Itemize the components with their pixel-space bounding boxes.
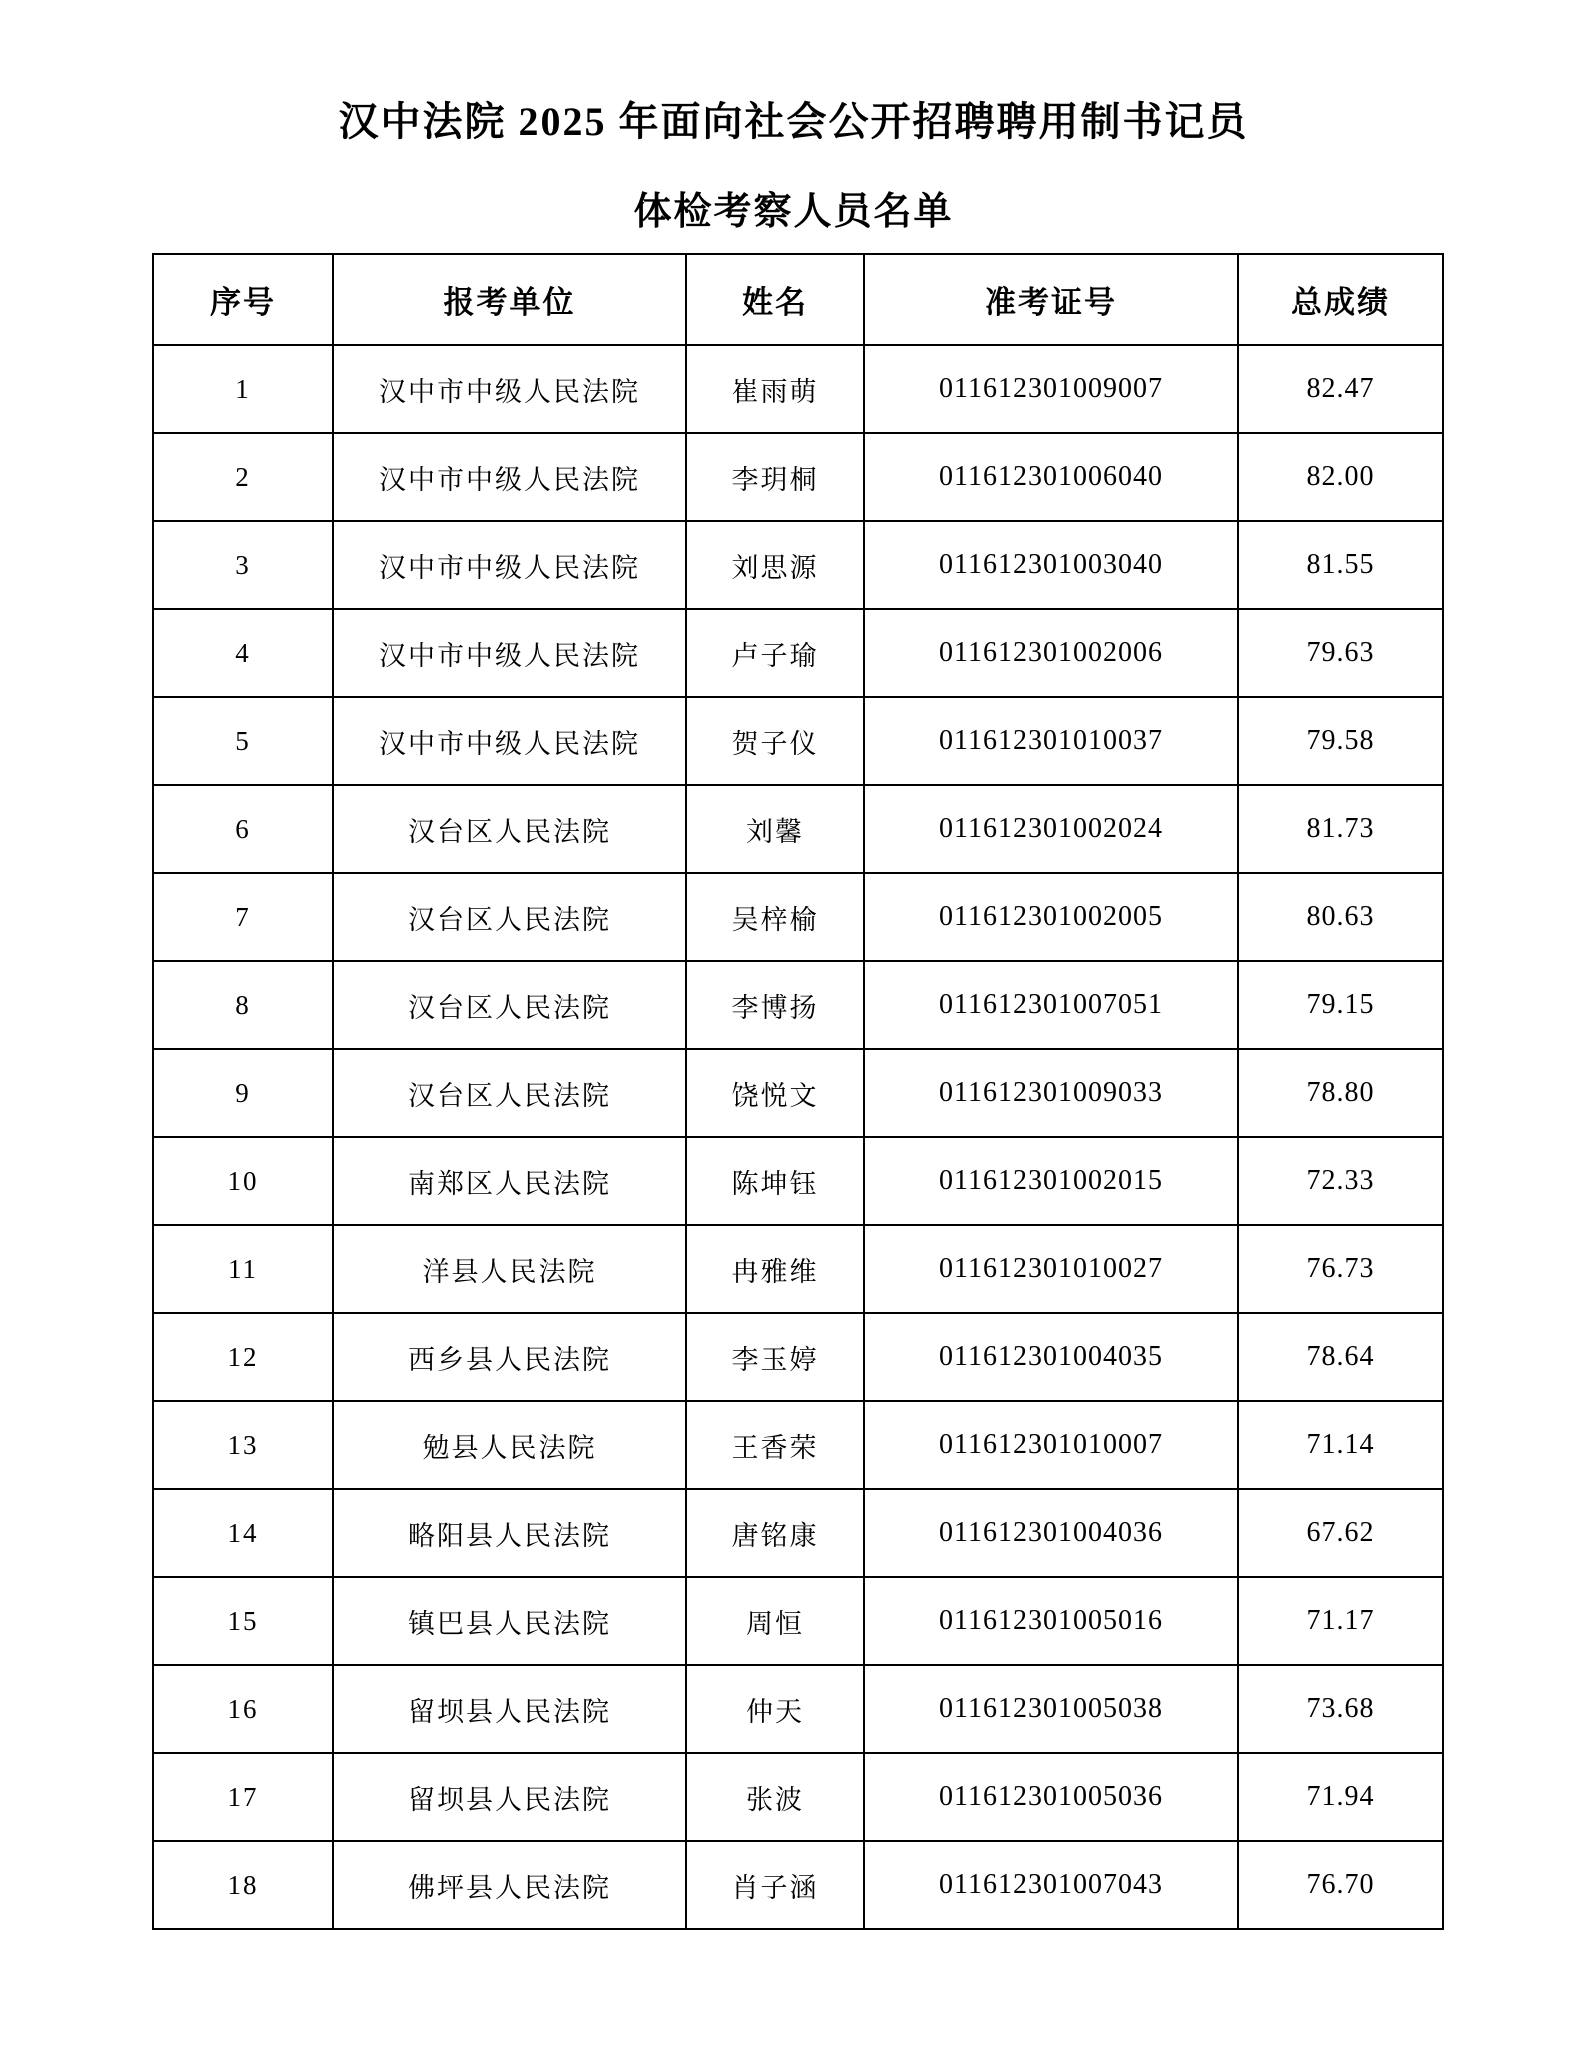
table-cell: 汉台区人民法院 [333, 785, 686, 873]
table-cell: 011612301010037 [864, 697, 1238, 785]
table-cell: 王香荣 [686, 1401, 864, 1489]
table-cell: 14 [153, 1489, 333, 1577]
table-row [153, 961, 1443, 1049]
table-cell: 17 [153, 1753, 333, 1841]
column-header: 姓名 [686, 254, 864, 345]
table-cell: 011612301007051 [864, 961, 1238, 1049]
table-cell: 冉雅维 [686, 1225, 864, 1313]
table-cell: 81.73 [1238, 785, 1443, 873]
table-cell: 76.70 [1238, 1841, 1443, 1929]
table-cell: 4 [153, 609, 333, 697]
table-cell: 71.17 [1238, 1577, 1443, 1665]
table-cell: 仲天 [686, 1665, 864, 1753]
table-cell: 011612301005036 [864, 1753, 1238, 1841]
table-cell: 78.64 [1238, 1313, 1443, 1401]
table-cell: 15 [153, 1577, 333, 1665]
table-cell: 011612301007043 [864, 1841, 1238, 1929]
table-row [153, 1489, 1443, 1577]
table-row [153, 1225, 1443, 1313]
table-cell: 8 [153, 961, 333, 1049]
table-cell: 82.47 [1238, 345, 1443, 433]
table-row [153, 345, 1443, 433]
table-cell: 肖子涵 [686, 1841, 864, 1929]
table-cell: 1 [153, 345, 333, 433]
table-cell: 12 [153, 1313, 333, 1401]
table-cell: 李玉婷 [686, 1313, 864, 1401]
table-cell: 汉中市中级人民法院 [333, 609, 686, 697]
table-cell: 011612301010027 [864, 1225, 1238, 1313]
column-header: 报考单位 [333, 254, 686, 345]
table-cell: 011612301005016 [864, 1577, 1238, 1665]
table-cell: 张波 [686, 1753, 864, 1841]
table-cell: 留坝县人民法院 [333, 1753, 686, 1841]
table-cell: 2 [153, 433, 333, 521]
table-cell: 贺子仪 [686, 697, 864, 785]
table-cell: 吴梓榆 [686, 873, 864, 961]
table-header-row [153, 254, 1443, 345]
table-row [153, 873, 1443, 961]
table-cell: 汉台区人民法院 [333, 873, 686, 961]
table-row [153, 1577, 1443, 1665]
table-cell: 011612301010007 [864, 1401, 1238, 1489]
table-cell: 汉台区人民法院 [333, 1049, 686, 1137]
table-cell: 李博扬 [686, 961, 864, 1049]
table-cell: 011612301002015 [864, 1137, 1238, 1225]
table-cell: 李玥桐 [686, 433, 864, 521]
document-title-line1: 汉中法院 2025 年面向社会公开招聘聘用制书记员 [338, 99, 1249, 144]
table-cell: 南郑区人民法院 [333, 1137, 686, 1225]
table-cell: 西乡县人民法院 [333, 1313, 686, 1401]
table-cell: 011612301009033 [864, 1049, 1238, 1137]
table-cell: 10 [153, 1137, 333, 1225]
table-row [153, 1137, 1443, 1225]
table-cell: 饶悦文 [686, 1049, 864, 1137]
table-cell: 72.33 [1238, 1137, 1443, 1225]
table-cell: 76.73 [1238, 1225, 1443, 1313]
table-cell: 勉县人民法院 [333, 1401, 686, 1489]
table-row [153, 1753, 1443, 1841]
table-cell: 崔雨萌 [686, 345, 864, 433]
table-cell: 011612301005038 [864, 1665, 1238, 1753]
table-row [153, 609, 1443, 697]
table-cell: 汉台区人民法院 [333, 961, 686, 1049]
column-header: 序号 [153, 254, 333, 345]
table-cell: 3 [153, 521, 333, 609]
table-cell: 79.15 [1238, 961, 1443, 1049]
table-cell: 011612301003040 [864, 521, 1238, 609]
table-cell: 5 [153, 697, 333, 785]
table-row [153, 433, 1443, 521]
table-cell: 佛坪县人民法院 [333, 1841, 686, 1929]
table-cell: 刘馨 [686, 785, 864, 873]
table-cell: 011612301006040 [864, 433, 1238, 521]
table-cell: 11 [153, 1225, 333, 1313]
table-cell: 79.58 [1238, 697, 1443, 785]
table-cell: 71.14 [1238, 1401, 1443, 1489]
table-cell: 汉中市中级人民法院 [333, 521, 686, 609]
table-cell: 卢子瑜 [686, 609, 864, 697]
table-cell: 82.00 [1238, 433, 1443, 521]
table-row [153, 1841, 1443, 1929]
table-row [153, 1313, 1443, 1401]
document-title-line2: 体检考察人员名单 [633, 191, 954, 233]
table-cell: 留坝县人民法院 [333, 1665, 686, 1753]
table-cell: 汉中市中级人民法院 [333, 433, 686, 521]
table-cell: 7 [153, 873, 333, 961]
table-row [153, 785, 1443, 873]
table-cell: 011612301004035 [864, 1313, 1238, 1401]
table-cell: 唐铭康 [686, 1489, 864, 1577]
table-cell: 011612301002005 [864, 873, 1238, 961]
table-cell: 81.55 [1238, 521, 1443, 609]
table-cell: 011612301009007 [864, 345, 1238, 433]
table-cell: 洋县人民法院 [333, 1225, 686, 1313]
table-cell: 011612301004036 [864, 1489, 1238, 1577]
table-cell: 汉中市中级人民法院 [333, 345, 686, 433]
table-row [153, 521, 1443, 609]
table-cell: 6 [153, 785, 333, 873]
table-cell: 011612301002006 [864, 609, 1238, 697]
table-cell: 011612301002024 [864, 785, 1238, 873]
table-cell: 18 [153, 1841, 333, 1929]
table-row [153, 1401, 1443, 1489]
table-cell: 80.63 [1238, 873, 1443, 961]
table-cell: 陈坤钰 [686, 1137, 864, 1225]
table-row [153, 697, 1443, 785]
table-cell: 67.62 [1238, 1489, 1443, 1577]
table-row [153, 1665, 1443, 1753]
column-header: 总成绩 [1238, 254, 1443, 345]
table-cell: 汉中市中级人民法院 [333, 697, 686, 785]
roster-table [152, 253, 1444, 1930]
table-cell: 镇巴县人民法院 [333, 1577, 686, 1665]
table-cell: 周恒 [686, 1577, 864, 1665]
table-cell: 16 [153, 1665, 333, 1753]
table-cell: 略阳县人民法院 [333, 1489, 686, 1577]
table-cell: 73.68 [1238, 1665, 1443, 1753]
table-cell: 刘思源 [686, 521, 864, 609]
table-cell: 9 [153, 1049, 333, 1137]
table-cell: 79.63 [1238, 609, 1443, 697]
table-cell: 13 [153, 1401, 333, 1489]
table-row [153, 1049, 1443, 1137]
table-cell: 78.80 [1238, 1049, 1443, 1137]
column-header: 准考证号 [864, 254, 1238, 345]
table-cell: 71.94 [1238, 1753, 1443, 1841]
